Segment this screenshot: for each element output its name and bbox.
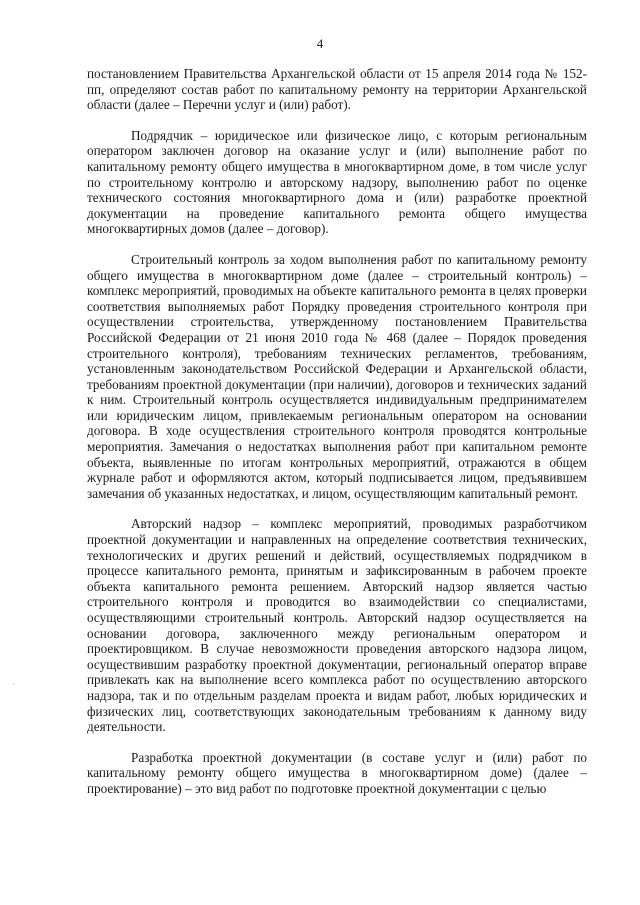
document-body <box>87 66 587 797</box>
paragraph-stroitelny-kontrol: Строительный контроль за ходом выполнения работ по капитальному ремонту общего имущества в многоквартирном доме (далее – строительный контроль) – комплекс мероприятий, проводимых на объекте капитального ремонта в целях проверки соответствия выполняемых работ Порядку проведения строительного контроля при осуществлении строительства, утвержденному постановлением Правительства Российской Федерации от 21 июня 2010 года № 468 (далее – Порядок проведения строительного контроля), требованиям технических регламентов, требованиям, установленным законодательством Российской Федерации и Архангельской области, требованиям проектной документации (при наличии), договоров и технических заданий к ним. Строительный контроль осуществляется индивидуальным предпринимателем или юридическим лицом, привлекаемым региональным оператором на основании договора. В ходе осуществления строительного контроля проводятся контрольные мероприятия. Замечания о недостатках выполнения работ при капитальном ремонте объекта, выявленные по итогам контрольных мероприятий, отражаются в общем журнале работ и оформляются актом, который подписывается лицом, предъявившем замечания об указанных недостатках, и лицом, осуществляющим капитальный ремонт. <box>87 251 587 501</box>
paragraph-razrabotka-proektnoy-dokumentatsii: Разработка проектной документации (в составе услуг и (или) работ по капитальному ремонту общего имущества в многоквартирном доме) (далее – проектирование) – это вид работ по подготовке проектной документации с целью <box>87 749 587 796</box>
paragraph-podryadchik: Подрядчик – юридическое или физическое лицо, с которым региональным оператором заключен договор на оказание услуг и (или) выполнение работ по капитальному ремонту общего имущества в многоквартирном доме, в том числе услуг по строительному контролю и авторскому надзору, выполнению работ по оценке технического состояния многоквартирного дома и (или) разработке проектной документации на проведение капитального ремонта общего имущества многоквартирных домов (далее – договор). <box>87 127 587 237</box>
scan-margin-mark: · <box>12 680 15 689</box>
paragraph-avtorsky-nadzor: Авторский надзор – комплекс мероприятий, проводимых разработчиком проектной документации и направленных на определение соответствия технических, технологических и других решений и действий, осуществляемых подрядчиком в процессе капитального ремонта, принятым и зафиксированным в рабочем проекте объекта капитального ремонта решением. Авторский надзор является частью строительного контроля и проводится во взаимодействии со специалистами, осуществляющими строительный контроль. Авторский надзор осуществляется на основании договора, заключенного между региональным оператором и проектировщиком. В случае невозможности проведения авторского надзора лицом, осуществившим разработку проектной документации, региональный оператор вправе привлекать как на выполнение всего комплекса работ по осуществлению авторского надзора, так и по отдельным разделам проекта и видам работ, любых юридических и физических лиц, соответствующих законодательным требованиям к данному виду деятельности. <box>87 516 587 735</box>
paragraph-perechni-continuation: постановлением Правительства Архангельской области от 15 апреля 2014 года № 152-пп, определяют состав работ по капитальному ремонту на территории Архангельской области (далее – Перечни услуг и (или) работ). <box>87 66 587 113</box>
page-number: 4 <box>316 36 324 51</box>
